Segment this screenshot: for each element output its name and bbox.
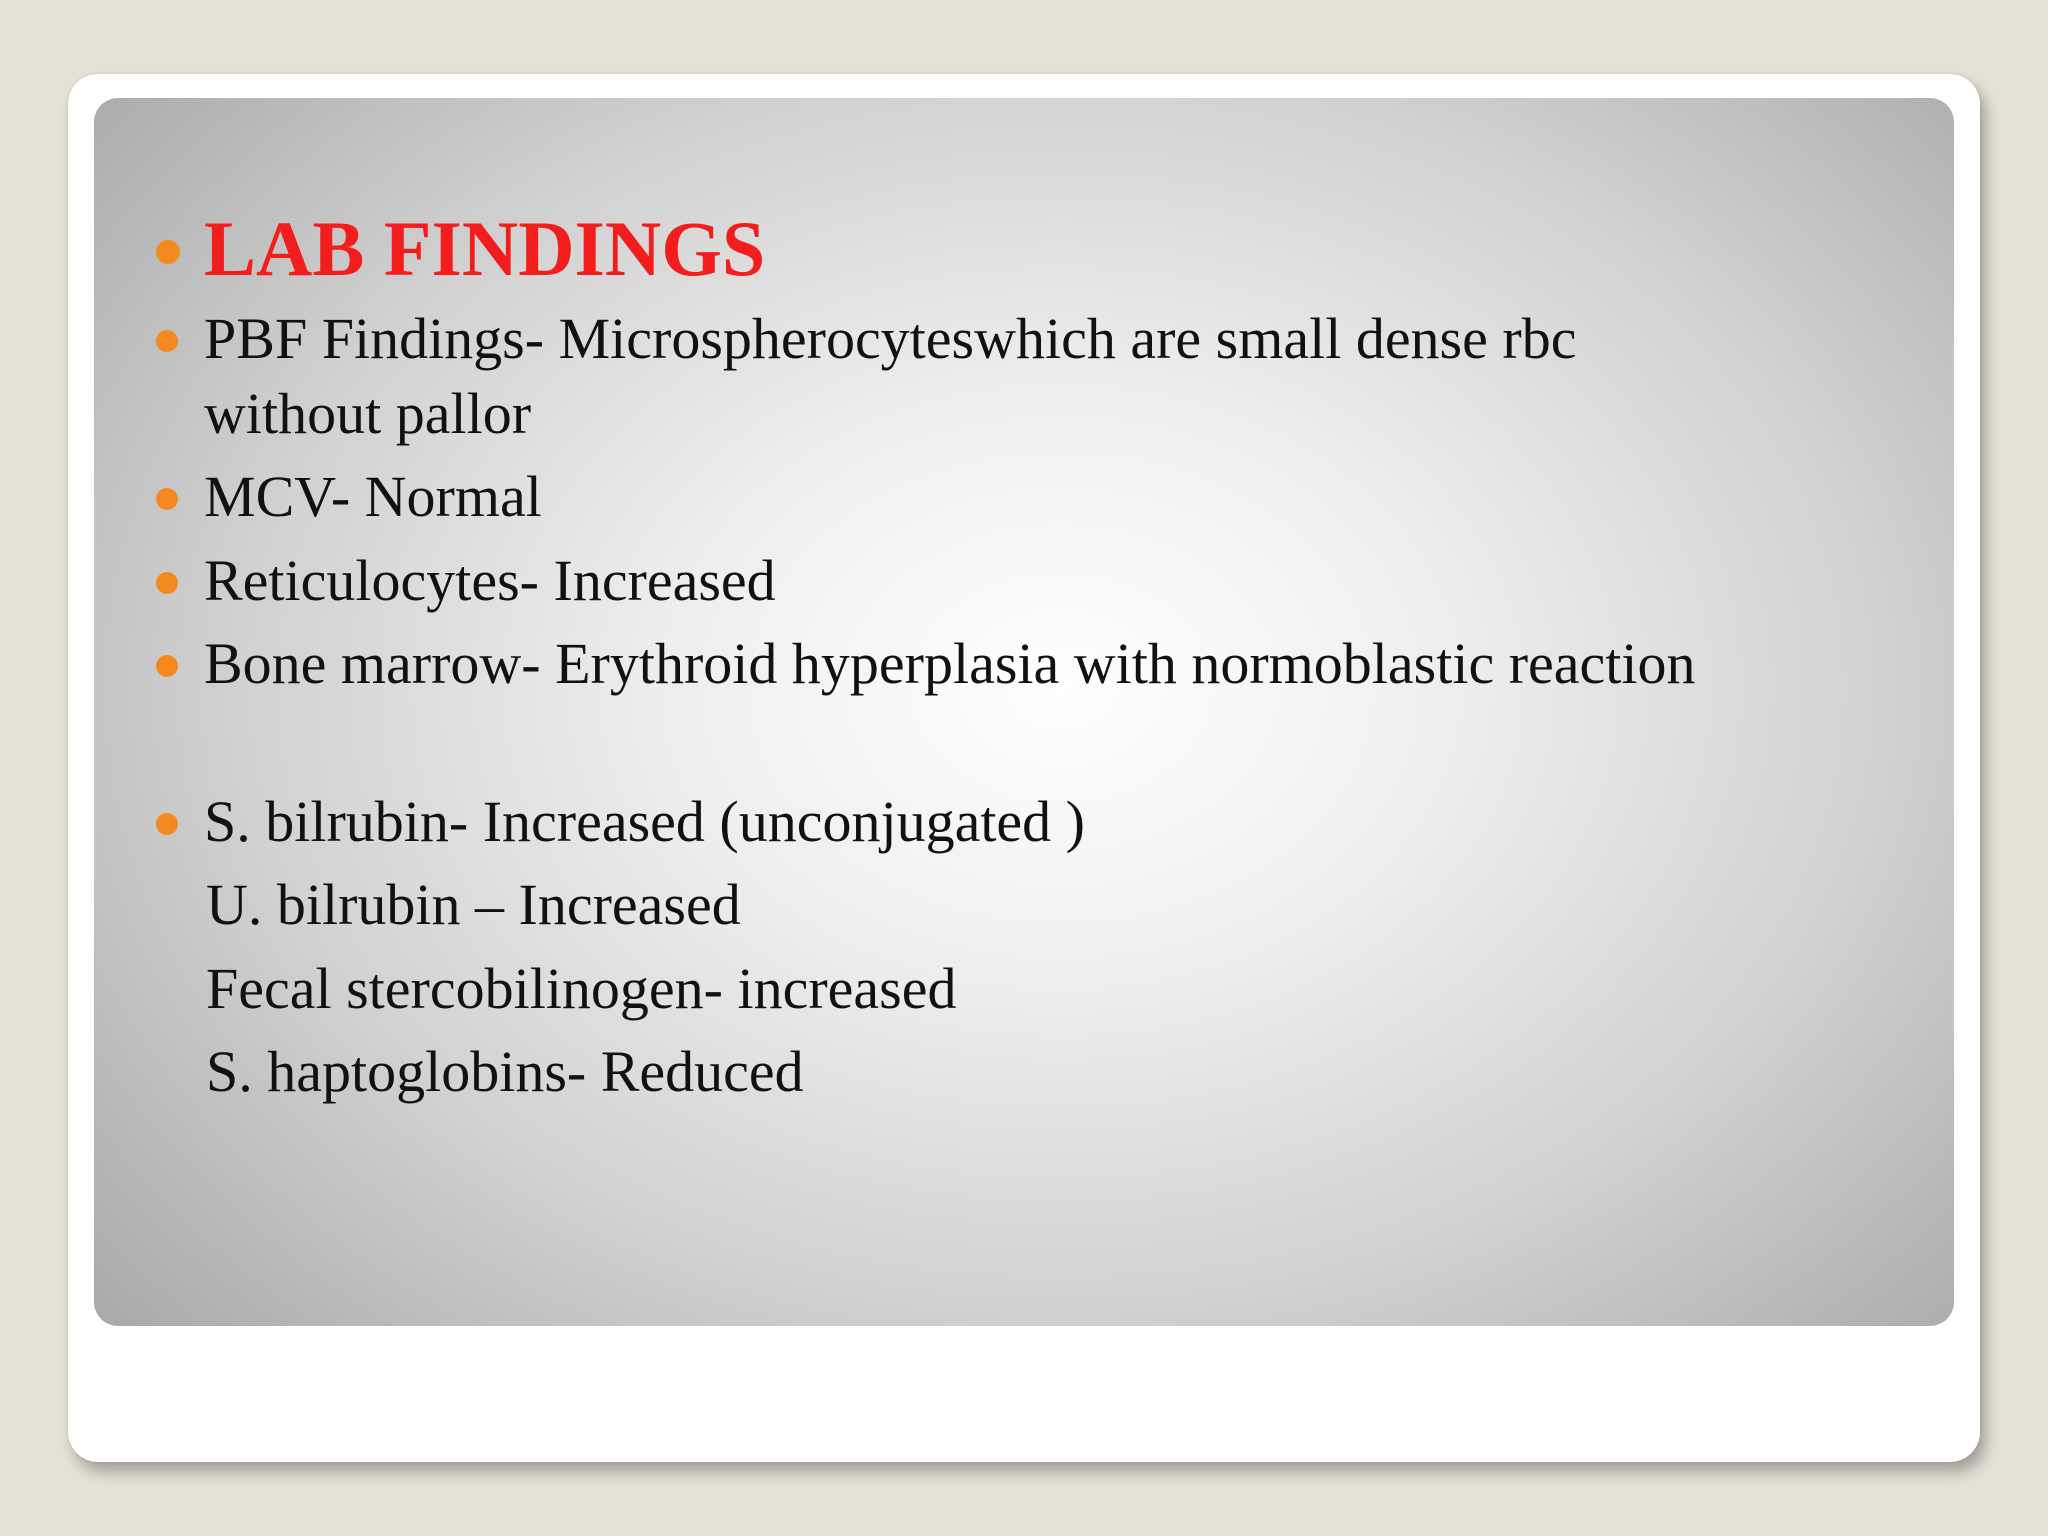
bullet-dot-icon	[156, 572, 178, 594]
slide-frame	[68, 74, 1980, 1462]
list-item	[204, 543, 1764, 618]
list-item-text: S. bilrubin- Increased (unconjugated )	[204, 789, 1085, 854]
continuation-line: U. bilrubin – Increased	[206, 872, 741, 937]
list-item	[204, 301, 1764, 451]
continuation-line: S. haptoglobins- Reduced	[206, 1039, 804, 1104]
bullet-list	[94, 98, 1954, 1326]
list-item-text: Reticulocytes- Increased	[204, 548, 776, 613]
bullet-dot-icon	[156, 488, 178, 510]
list-item	[204, 626, 1764, 701]
slide-heading: LAB FINDINGS	[204, 205, 766, 292]
bullet-dot-icon	[156, 330, 178, 352]
list-item	[204, 784, 1764, 859]
continuation-line: Fecal stercobilinogen- increased	[206, 956, 957, 1021]
bullet-dot-icon	[156, 655, 178, 677]
list-item-text: Bone marrow- Erythroid hyperplasia with normoblastic reaction	[204, 631, 1696, 696]
list-item-text: PBF Findings- Microspherocyteswhich are small dense rbc without pallor	[204, 306, 1577, 446]
list-item	[204, 459, 1764, 534]
content-panel	[94, 98, 1954, 1326]
slide-heading-item	[204, 204, 1764, 294]
bullet-dot-icon	[156, 240, 180, 264]
list-item-text: MCV- Normal	[204, 464, 542, 529]
bullet-dot-icon	[156, 813, 178, 835]
